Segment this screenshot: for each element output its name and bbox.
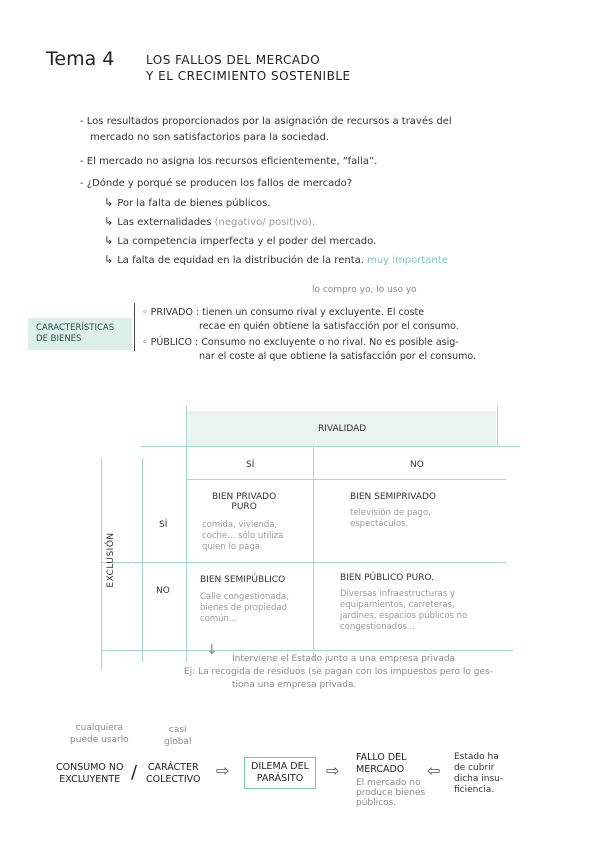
state-line-3: tiona una empresa privada. bbox=[232, 680, 357, 690]
cause-2-note: (negativo/ positivo). bbox=[214, 217, 316, 228]
publico-puro-title: BIEN PÚBLICO PURO. bbox=[340, 573, 435, 583]
annotation: lo compro yo, lo uso yo bbox=[312, 285, 417, 295]
state-line-2: Ej: La recogida de residuos (se pagan con los impuestos pero lo ges- bbox=[184, 667, 493, 677]
cause-3: ↳ La competencia imperfecta y el poder del mercado. bbox=[104, 234, 377, 247]
semiprivado-desc: televisión de pago, espectáculos. bbox=[350, 508, 431, 529]
estado-note: Estado ha de cubrir dicha insu- ficiencia. bbox=[454, 752, 504, 795]
note-cualquiera: cualquiera puede usarlo bbox=[70, 723, 129, 745]
grid-line bbox=[140, 446, 520, 447]
si-row: SÍ bbox=[159, 520, 168, 530]
tema-number: Tema 4 bbox=[46, 48, 115, 70]
page-title bbox=[146, 52, 351, 84]
grid-line bbox=[101, 650, 513, 651]
cause-1: ↳ Por la falta de bienes públicos. bbox=[104, 196, 271, 209]
title-line-2: Y EL CRECIMIENTO SOSTENIBLE bbox=[146, 69, 351, 83]
bullet-3: - ¿Dónde y porqué se producen los fallos de mercado? bbox=[80, 178, 353, 189]
publico-definition: ◦ PÚBLICO : Consumo no excluyente o no rival. No es posible asig- bbox=[142, 337, 459, 348]
grid-line bbox=[101, 458, 102, 670]
divider bbox=[134, 303, 135, 351]
caracter-colectivo: CARÁCTER COLECTIVO bbox=[146, 762, 201, 785]
cause-4-note: muy importante bbox=[367, 255, 448, 266]
arrow-left-icon: ⇦ bbox=[427, 761, 441, 780]
title-line-1: LOS FALLOS DEL MERCADO bbox=[146, 53, 321, 67]
arrow-right-icon: ↳ bbox=[104, 234, 114, 247]
grid-line bbox=[497, 406, 498, 446]
grid-line bbox=[313, 446, 314, 660]
si-column: SÍ bbox=[246, 460, 255, 470]
bullet-1-line-2: mercado no son satisfactorios para la sociedad. bbox=[90, 132, 330, 143]
cause-4: ↳ La falta de equidad en la distribución de la renta. muy importante bbox=[104, 253, 448, 266]
grid-line bbox=[142, 458, 143, 662]
rivalidad-header: RIVALIDAD bbox=[318, 424, 367, 434]
note-casi-global: casi global bbox=[164, 725, 192, 747]
no-row: NO bbox=[156, 586, 170, 596]
grid-line bbox=[186, 478, 187, 662]
cause-2: ↳ Las externalidades (negativo/ positivo). bbox=[104, 215, 316, 228]
arrow-right-icon: ↳ bbox=[104, 215, 114, 228]
privado-puro-desc: comida, vivienda, coche... sólo utiliza quien lo paga. bbox=[202, 520, 284, 552]
exclusion-label: EXCLUSIÓN bbox=[106, 532, 116, 588]
semipublico-title: BIEN SEMIPÚBLICO bbox=[200, 575, 286, 585]
publico-puro-desc: Diversas infraestructuras y equipamientos, carreteras, jardines, espacios públicos no congestionados... bbox=[340, 589, 468, 632]
arrow-right-icon: ↳ bbox=[104, 196, 114, 209]
bullet-2: - El mercado no asigna los recursos eficientemente, “falla”. bbox=[80, 156, 378, 167]
fallo-mercado: FALLO DEL MERCADO bbox=[356, 752, 407, 775]
slash: / bbox=[131, 762, 138, 783]
characteristics-badge: CARACTERÍSTICAS DE BIENES bbox=[28, 318, 132, 350]
no-column: NO bbox=[410, 460, 424, 470]
grid-line bbox=[186, 406, 187, 484]
dilema-box: DILEMA DEL PARÁSITO bbox=[244, 757, 316, 789]
grid-line bbox=[101, 562, 506, 563]
semipublico-desc: Calle congestionada, bienes de propiedad común... bbox=[200, 592, 289, 624]
publico-definition-line-2: nar el coste al que obtiene la satisfacción por el consumo. bbox=[199, 351, 477, 362]
grid-line bbox=[186, 479, 506, 480]
arrow-right-icon: ↳ bbox=[104, 253, 114, 266]
fallo-note: El mercado no produce bienes públicos. bbox=[356, 778, 426, 808]
arrow-right-icon: ⇨ bbox=[326, 761, 340, 780]
privado-definition: ◦ PRIVADO : tienen un consumo rival y excluyente. El coste bbox=[142, 307, 425, 318]
down-arrow-icon: ↓ bbox=[206, 642, 218, 658]
consumo-no-excluyente: CONSUMO NO EXCLUYENTE bbox=[56, 762, 124, 785]
bullet-1-line-1: - Los resultados proporcionados por la asignación de recursos a través del bbox=[80, 116, 452, 127]
arrow-right-icon: ⇨ bbox=[216, 761, 230, 780]
state-line-1: Interviene el Estado junto a una empresa privada bbox=[232, 654, 456, 664]
semiprivado-title: BIEN SEMIPRIVADO bbox=[350, 492, 437, 502]
privado-definition-line-2: recae en quién obtiene la satisfacción por el consumo. bbox=[199, 321, 459, 332]
privado-puro-title: BIEN PRIVADO PURO bbox=[212, 492, 277, 512]
